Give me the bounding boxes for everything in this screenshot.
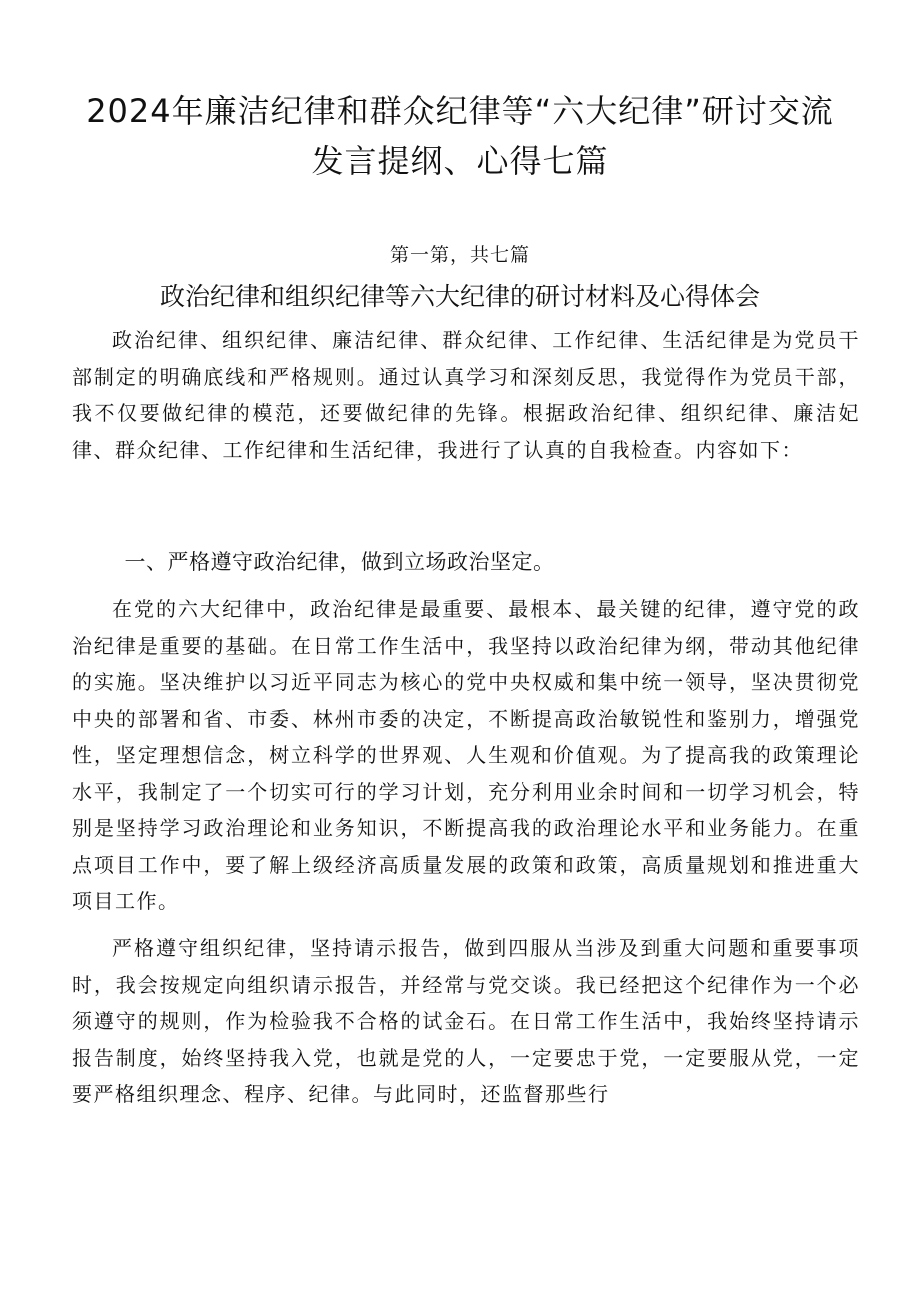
section-heading: 政治纪律和组织纪律等六大纪律的研讨材料及心得体会 <box>159 282 760 311</box>
paragraph-intro: 政治纪律、组织纪律、廉洁纪律、群众纪律、工作纪律、生活纪律是为党员干部制定的明确底线和严格规则。通过认真学习和深刻反思，我觉得作为党员干部，我不仅要做纪律的模范，还要做纪律的先锋。根据政治纪律、组织纪律、廉洁妃律、群众纪律、工作纪律和生活纪律，我进行了认真的自我检查。内容如下： <box>72 328 860 462</box>
paragraph-political-discipline: 在党的六大纪律中，政治纪律是最重要、最根本、最关键的纪律，遵守党的政治纪律是重要的基础。在日常工作生活中，我坚持以政治纪律为纲，带动其他纪律的实施。坚决维护以习近平同志为核心的党中央权威和集中统一领导，坚决贯彻党中央的部署和省、市委、林州市委的决定，不断提高政治敏锐性和鉴别力，增强党性，坚定理想信念，树立科学的世界观、人生观和价值观。为了提高我的政策理论水平，我制定了一个切实可行的学习计划，充分利用业余时间和一切学习机会，特别是坚持学习政治理论和业务知识，不断提高我的政治理论水平和业务能力。在重点项目工作中，要了解上级经济高质量发展的政策和政策，高质量规划和推进重大项目工作。 <box>72 597 860 913</box>
subheading-political-discipline: 一、严格遵守政治纪律，做到立场政治坚定。 <box>124 550 555 574</box>
document-title: 2024年廉洁纪律和群众纪律等“六大纪律”研讨交流发言提纲、心得七篇 <box>86 92 834 180</box>
paragraph-organizational-discipline: 严格遵守组织纪律，坚持请示报告，做到四服从当涉及到重大问题和重要事项时，我会按规定向组织请示报告，并经常与党交谈。我已经把这个纪律作为一个必须遵守的规则，作为检验我不合格的试金石。在日常工作生活中，我始终坚持请示报告制度，始终坚持我入党，也就是党的人，一定要忠于党，一定要服从党，一定要严格组织理念、程序、纪律。与此同时，还监督那些行 <box>72 936 860 1106</box>
section-label: 第一第，共七篇 <box>389 244 530 266</box>
